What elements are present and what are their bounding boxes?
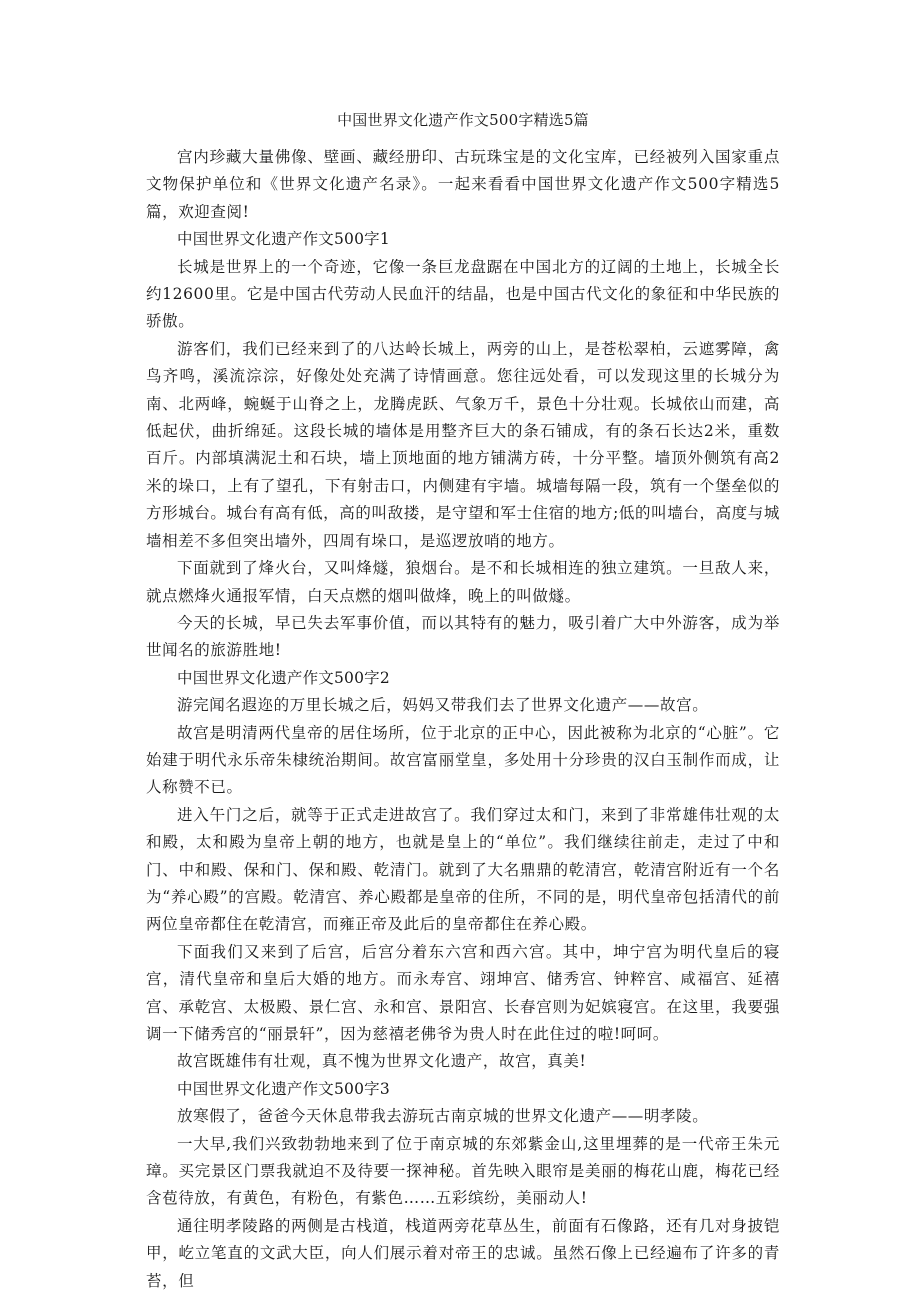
intro-paragraph: 宫内珍藏大量佛像、壁画、藏经册印、古玩珠宝是的文化宝库，已经被列入国家重点文物保护单位和《世界文化遗产名录》。一起来看看中国世界文化遗产作文500字精选5篇，欢迎查阅! [146,148,780,221]
paragraph: 进入午门之后，就等于正式走进故宫了。我们穿过太和门，来到了非常雄伟壮观的太和殿，太和殿为皇帝上朝的地方，也就是皇上的“单位”。我们继续往前走，走过了中和门、中和殿、保和门、保和殿、乾清门。就到了大名鼎鼎的乾清宫，乾清宫附近有一个名为“养心殿”的宫殿。乾清宫、养心殿都是皇帝的住所，不同的是，明代皇帝包括清代的前两位皇帝都住在乾清宫，而雍正帝及此后的皇帝都住在养心殿。 [146,805,780,934]
paragraph: 放寒假了，爸爸今天休息带我去游玩古南京城的世界文化遗产——明孝陵。 [177,1107,709,1126]
paragraph: 长城是世界上的一个奇迹，它像一条巨龙盘踞在中国北方的辽阔的土地上，长城全长约12600里。它是中国古代劳动人民血汗的结晶，也是中国古代文化的象征和中华民族的骄傲。 [146,257,780,331]
essay-3-heading: 中国世界文化遗产作文500字3 [177,1079,390,1098]
paragraph: 故宫既雄伟有壮观，真不愧为世界文化遗产，故宫，真美! [177,1052,587,1071]
paragraph: 通往明孝陵路的两侧是古栈道，栈道两旁花草丛生，前面有石像路，还有几对身披铠甲，屹立笔直的文武大臣，向人们展示着对帝王的忠诚。虽然石像上已经遍布了许多的青苔，但 [146,1216,780,1290]
paragraph: 游完闻名遐迩的万里长城之后，妈妈又带我们去了世界文化遗产——故宫。 [177,696,709,715]
essay-2-heading: 中国世界文化遗产作文500字2 [177,668,390,687]
document-body [146,110,780,1295]
paragraph: 一大早,我们兴致勃勃地来到了位于南京城的东郊紫金山,这里埋葬的是一代帝王朱元璋。买完景区门票我就迫不及待要一探神秘。首先映入眼帘是美丽的梅花山鹿，梅花已经含苞待放，有黄色，有粉色，有紫色……五彩缤纷，美丽动人! [146,1134,780,1208]
paragraph: 下面我们又来到了后宫，后宫分着东六宫和西六宫。其中，坤宁宫为明代皇后的寝宫，清代皇帝和皇后大婚的地方。而永寿宫、翊坤宫、储秀宫、钟粹宫、咸福宫、延禧宫、承乾宫、太极殿、景仁宫、永和宫、景阳宫、长春宫则为妃嫔寝宫。在这里，我要强调一下储秀宫的“丽景轩”，因为慈禧老佛爷为贵人时在此住过的啦!呵呵。 [146,942,780,1043]
document-title: 中国世界文化遗产作文500字精选5篇 [337,111,589,129]
essay-1-heading: 中国世界文化遗产作文500字1 [177,230,390,249]
paragraph: 下面就到了烽火台，又叫烽燧，狼烟台。是不和长城相连的独立建筑。一旦敌人来，就点燃烽火通报军情，白天点燃的烟叫做烽，晚上的叫做燧。 [146,559,780,605]
paragraph: 游客们，我们已经来到了的八达岭长城上，两旁的山上，是苍松翠柏，云遮雾障，禽鸟齐鸣，溪流淙淙，好像处处充满了诗情画意。您往远处看，可以发现这里的长城分为南、北两峰，蜿蜒于山脊之上，龙腾虎跃、气象万千，景色十分壮观。长城依山而建，高低起伏，曲折绵延。这段长城的墙体是用整齐巨大的条石铺成，有的条石长达2米，重数百斤。内部填满泥土和石块，墙上顶地面的地方铺满方砖，十分平整。墙顶外侧筑有高2米的垛口，上有了望孔，下有射击口，内侧建有宇墙。城墙每隔一段，筑有一个堡垒似的方形城台。城台有高有低，高的叫敌搂，是守望和军士住宿的地方;低的叫墙台，高度与城墙相差不多但突出墙外，四周有垛口，是巡逻放哨的地方。 [146,339,780,550]
paragraph: 故宫是明清两代皇帝的居住场所，位于北京的正中心，因此被称为北京的“心脏”。它始建于明代永乐帝朱棣统治期间。故宫富丽堂皇，多处用十分珍贵的汉白玉制作而成，让人称赞不已。 [146,723,780,797]
paragraph: 今天的长城，早已失去军事价值，而以其特有的魅力，吸引着广大中外游客，成为举世闻名的旅游胜地! [146,613,780,660]
